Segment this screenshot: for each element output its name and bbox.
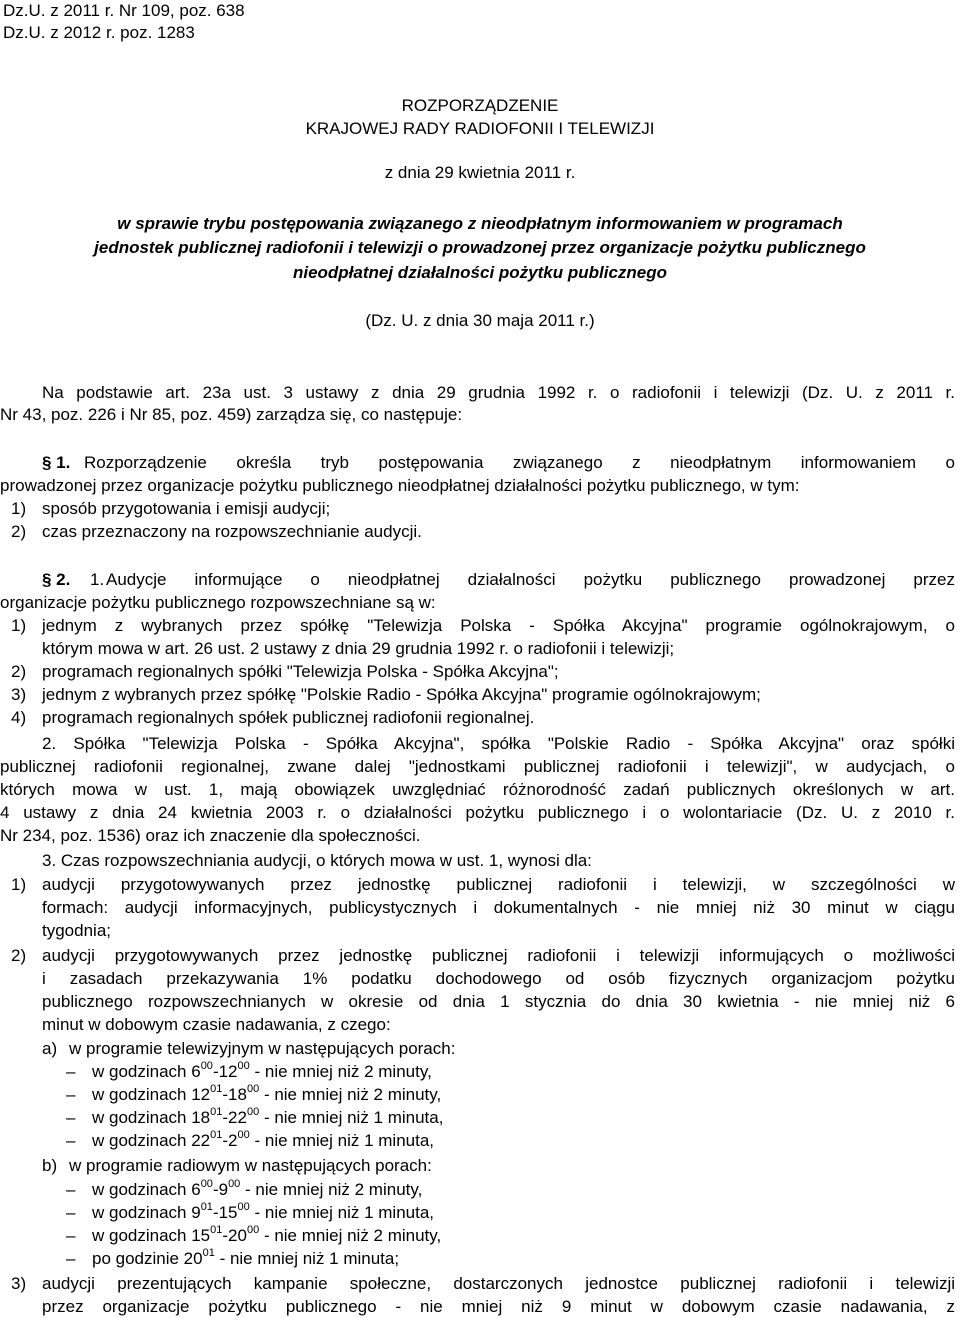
- hour-text: w godzinach 15: [92, 1226, 211, 1245]
- doc-title-line2: KRAJOWEJ RADY RADIOFONII I TELEWIZJI: [305, 119, 655, 138]
- par2-line2: organizacje pożytku publicznego rozpowszechniane są w:: [0, 593, 436, 612]
- par1-number: § 1.: [42, 453, 71, 472]
- hour-text: w godzinach 6: [92, 1062, 201, 1081]
- list-dash: –: [66, 1085, 76, 1104]
- hour-text: - nie mniej niż 1 minuta,: [249, 1203, 435, 1222]
- subpoint-a: w programie telewizyjnym w następujących porach:: [69, 1039, 456, 1058]
- hour-text: - nie mniej niż 2 minuty,: [259, 1226, 442, 1245]
- publication-ref: (Dz. U. z dnia 30 maja 2011 r.): [365, 311, 595, 330]
- minute-superscript: 00: [237, 1060, 250, 1073]
- hour-text: - nie mniej niż 1 minuta;: [214, 1249, 400, 1268]
- hour-text: -9: [212, 1180, 229, 1199]
- minute-superscript: 00: [246, 1224, 260, 1237]
- list-item: [92, 1248, 399, 1270]
- minute-superscript: 00: [237, 1129, 250, 1142]
- list-item: [92, 1130, 434, 1152]
- minute-superscript: 01: [210, 1224, 223, 1237]
- hour-text: w godzinach 9: [92, 1203, 201, 1222]
- par2-ust1-num: 1.: [90, 570, 105, 589]
- par2-ust2-line3: których mowa w ust. 1, mają obowiązek uwzględniać różnorodność zadań publicznych określonych w art.: [0, 780, 955, 799]
- time-item3-line1: audycji prezentujących kampanie społeczne, dostarczonych jednostce publicznej radiofonii i telewizji: [42, 1274, 955, 1293]
- par2-item4-num: 4): [11, 708, 27, 727]
- minute-superscript: 01: [210, 1083, 223, 1096]
- par2-item3-num: 3): [11, 685, 27, 704]
- time-item3-num: 3): [11, 1274, 27, 1293]
- par2-ust2-line2: publicznej radiofonii regionalnej, zwane dalej "jednostkami publicznej radiofonii i telewizji", w audycjach, o: [0, 757, 955, 776]
- preamble-line2: Nr 43, poz. 226 i Nr 85, poz. 459) zarządza się, co następuje:: [0, 405, 463, 424]
- par1-line2: prowadzonej przez organizacje pożytku publicznego nieodpłatnej działalności pożytku publicznego, w tym:: [0, 476, 800, 495]
- hour-text: -20: [222, 1226, 247, 1245]
- par2-ust2-line5: Nr 234, poz. 1536) oraz ich znaczenie dla społeczności.: [0, 826, 421, 845]
- par1-point2: czas przeznaczony na rozpowszechnianie audycji.: [42, 522, 422, 541]
- subpoint-a-letter: a): [42, 1039, 58, 1058]
- time-item1-line3: tygodnia;: [42, 921, 111, 940]
- hour-text: - nie mniej niż 1 minuta,: [249, 1131, 435, 1150]
- time-item2-num: 2): [11, 946, 27, 965]
- par2-ust3: 3. Czas rozpowszechniania audycji, o których mowa w ust. 1, wynosi dla:: [42, 851, 592, 870]
- time-item2-line1: audycji przygotowywanych przez jednostkę publicznej radiofonii i telewizji informujących o możliwości: [42, 946, 955, 965]
- minute-superscript: 01: [202, 1247, 215, 1260]
- minute-superscript: 01: [210, 1106, 223, 1119]
- par2-ust2-line4: 4 ustawy z dnia 24 kwietnia 2003 r. o działalności pożytku publicznego i o wolontariacie (Dz. U. z 2010 r.: [0, 803, 955, 822]
- list-dash: –: [66, 1108, 76, 1127]
- hour-text: w godzinach 12: [92, 1085, 211, 1104]
- list-dash: –: [66, 1226, 76, 1245]
- preamble-line1: Na podstawie art. 23a ust. 3 ustawy z dnia 29 grudnia 1992 r. o radiofonii i telewizji (Dz. U. z 2011 r.: [42, 383, 955, 402]
- list-item: [92, 1107, 443, 1129]
- minute-superscript: 01: [210, 1129, 223, 1142]
- hour-text: -15: [212, 1203, 238, 1222]
- par1-point1-num: 1): [11, 499, 27, 518]
- doc-date: z dnia 29 kwietnia 2011 r.: [384, 163, 576, 182]
- par2-line1: Audycje informujące o nieodpłatnej działalności pożytku publicznego prowadzonej przez: [106, 570, 955, 589]
- list-dash: –: [66, 1062, 76, 1081]
- doc-subject-2: jednostek publicznej radiofonii i telewizji o prowadzonej przez organizacje pożytku publicznego: [94, 238, 866, 257]
- list-item: [92, 1202, 434, 1224]
- par2-item1-line1: jednym z wybranych przez spółkę "Telewizja Polska - Spółka Akcyjna" programie ogólnokrajowym, o: [42, 616, 955, 635]
- minute-superscript: 01: [200, 1201, 213, 1214]
- list-dash: –: [66, 1131, 76, 1150]
- doc-subject-1: w sprawie trybu postępowania związanego z nieodpłatnym informowaniem w programach: [117, 214, 843, 233]
- list-item: [92, 1179, 422, 1201]
- list-dash: –: [66, 1249, 76, 1268]
- subpoint-b: w programie radiowym w następujących porach:: [69, 1156, 432, 1175]
- par1-point2-num: 2): [11, 522, 27, 541]
- par2-ust2-line1: 2. Spółka "Telewizja Polska - Spółka Akcyjna", spółka "Polskie Radio - Spółka Akcyjna" oraz spółki: [42, 734, 955, 753]
- par2-item4: programach regionalnych spółek publicznej radiofonii regionalnej.: [42, 708, 535, 727]
- list-dash: –: [66, 1180, 76, 1199]
- par1-line1: Rozporządzenie określa tryb postępowania związanego z nieodpłatnym informowaniem o: [84, 453, 955, 472]
- par2-number: § 2.: [42, 570, 71, 589]
- time-item1-num: 1): [11, 875, 27, 894]
- minute-superscript: 00: [200, 1178, 213, 1191]
- hour-text: w godzinach 6: [92, 1180, 201, 1199]
- list-item: [92, 1061, 432, 1083]
- doc-subject-3: nieodpłatnej działalności pożytku publicznego: [292, 263, 668, 282]
- hour-text: - nie mniej niż 2 minuty,: [249, 1062, 432, 1081]
- time-item1-line2: formach: audycji informacyjnych, publicystycznych i dokumentalnych - nie mniej niż 30 minut w ciągu: [42, 898, 955, 917]
- list-item: [92, 1225, 441, 1247]
- par2-item1-line2: którym mowa w art. 26 ust. 2 ustawy z dnia 29 grudnia 1992 r. o radiofonii i telewizji;: [42, 639, 675, 658]
- hour-text: - nie mniej niż 1 minuta,: [259, 1108, 444, 1127]
- time-item3-line2: przez organizacje pożytku publicznego - nie mniej niż 9 minut w dobowym czasie nadawania, z: [42, 1297, 955, 1316]
- minute-superscript: 00: [228, 1178, 241, 1191]
- hour-text: -22: [222, 1108, 247, 1127]
- hour-text: w godzinach 18: [92, 1108, 211, 1127]
- subpoint-b-letter: b): [42, 1156, 58, 1175]
- hour-text: w godzinach 22: [92, 1131, 211, 1150]
- journal-ref-1: Dz.U. z 2011 r. Nr 109, poz. 638: [3, 1, 245, 20]
- hour-text: - nie mniej niż 2 minuty,: [240, 1180, 423, 1199]
- list-item: [92, 1084, 441, 1106]
- time-item2-line4: minut w dobowym czasie nadawania, z czego:: [42, 1015, 391, 1034]
- minute-superscript: 00: [237, 1201, 250, 1214]
- hour-text: -18: [222, 1085, 247, 1104]
- doc-title-line1: ROZPORZĄDZENIE: [401, 96, 559, 115]
- par2-item3: jednym z wybranych przez spółkę "Polskie Radio - Spółka Akcyjna" programie ogólnokrajowym;: [42, 685, 761, 704]
- list-dash: –: [66, 1203, 76, 1222]
- hour-text: po godzinie 20: [92, 1249, 203, 1268]
- par1-point1: sposób przygotowania i emisji audycji;: [42, 499, 331, 518]
- hour-text: -2: [222, 1131, 238, 1150]
- par2-item2: programach regionalnych spółki "Telewizja Polska - Spółka Akcyjna";: [42, 662, 559, 681]
- journal-ref-2: Dz.U. z 2012 r. poz. 1283: [3, 23, 195, 42]
- hour-text: -12: [212, 1062, 238, 1081]
- hour-text: - nie mniej niż 2 minuty,: [259, 1085, 442, 1104]
- time-item1-line1: audycji przygotowywanych przez jednostkę publicznej radiofonii i telewizji, w szczególności w: [42, 875, 955, 894]
- par2-item1-num: 1): [11, 616, 27, 635]
- time-item2-line3: publicznego rozpowszechnianych w okresie od dnia 1 stycznia do dnia 30 kwietnia - nie mniej niż 6: [42, 992, 955, 1011]
- minute-superscript: 00: [246, 1083, 260, 1096]
- time-item2-line2: i zasadach przekazywania 1% podatku dochodowego od osób fizycznych organizacjom pożytku: [42, 969, 955, 988]
- par2-item2-num: 2): [11, 662, 27, 681]
- minute-superscript: 00: [200, 1060, 213, 1073]
- minute-superscript: 00: [246, 1106, 260, 1119]
